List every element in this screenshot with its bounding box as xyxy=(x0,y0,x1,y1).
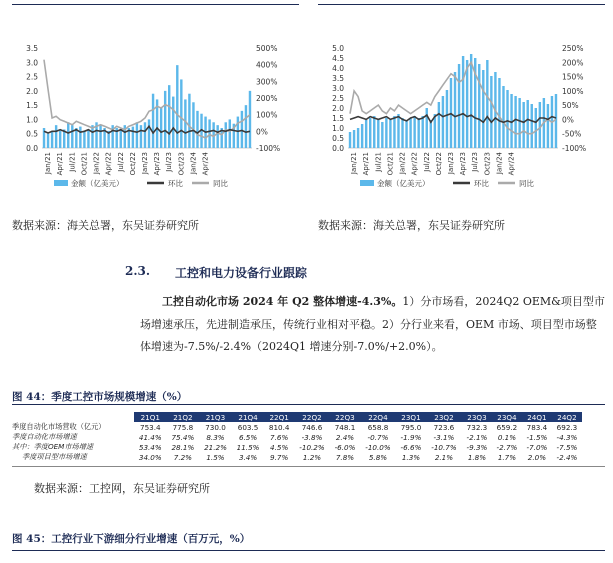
bar xyxy=(377,120,379,148)
x-tick-label: Jan/24 xyxy=(495,152,504,175)
bar xyxy=(208,119,210,148)
y-left-tick-label: 5.0 xyxy=(332,44,344,53)
bar xyxy=(422,116,424,148)
y-right-tick-label: 300% xyxy=(256,77,278,87)
paragraph xyxy=(140,291,605,359)
bar xyxy=(140,125,142,148)
y-right-tick-label: -50% xyxy=(562,129,582,139)
y-right-tick-label: 150% xyxy=(562,72,584,82)
bar xyxy=(514,96,516,148)
bar xyxy=(188,94,190,148)
y-left-tick-label: 4.5 xyxy=(332,54,344,63)
table-row xyxy=(12,422,582,432)
legend-label: 金额（亿美元） xyxy=(71,179,124,188)
table-row xyxy=(12,442,582,452)
table-cell: -3.8% xyxy=(301,432,323,442)
y-right-tick-label: -100% xyxy=(562,144,587,153)
left-chart-svg xyxy=(12,38,302,198)
source-note-right: 数据来源：海关总署，东吴证券研究所 xyxy=(318,219,505,232)
table-header-22Q1: 22Q1 xyxy=(264,412,294,422)
right-chart-svg xyxy=(318,38,608,198)
bar xyxy=(369,118,371,148)
bar xyxy=(454,72,456,148)
row-label: 季度自动化市场增速 xyxy=(12,432,77,441)
x-tick-label: Jul/22 xyxy=(422,152,431,172)
table-header-23Q4: 23Q4 xyxy=(492,412,522,422)
table-cell: 34.0% xyxy=(138,452,162,462)
table-header-22Q4: 22Q4 xyxy=(360,412,396,422)
y-right-tick-label: 0% xyxy=(562,115,574,125)
table-header-21Q2: 21Q2 xyxy=(167,412,200,422)
table-cell: 7.6% xyxy=(270,432,289,442)
table-cell: 1.5% xyxy=(206,452,225,462)
bar xyxy=(164,91,166,148)
x-tick-label: Jan/22 xyxy=(92,152,101,175)
table-cell: 1.2% xyxy=(302,452,322,462)
table-cell: 7.2% xyxy=(173,452,193,462)
bar xyxy=(99,125,101,148)
table-cell: 8.3% xyxy=(206,432,225,442)
table-cell: 0.1% xyxy=(497,432,517,442)
table-header-23Q2: 23Q2 xyxy=(426,412,462,422)
qoq-line xyxy=(350,114,556,123)
row-label: 其中：季度OEM市场增速 xyxy=(12,442,94,451)
source-note-table: 数据来源：工控网，东吴证券研究所 xyxy=(34,482,210,495)
figure-45-title: 图 45：工控行业下游细分行业增速（百万元，%） xyxy=(12,533,251,545)
qoq-line xyxy=(44,126,250,134)
bar xyxy=(413,116,415,148)
x-tick-label: Jul/22 xyxy=(116,152,125,172)
bar xyxy=(357,128,359,148)
bar xyxy=(498,78,500,148)
figure-44-title: 图 44：季度工控市场规模增速（%） xyxy=(12,391,188,403)
x-tick-label: Jan/23 xyxy=(446,152,455,175)
x-tick-label: Jan/22 xyxy=(398,152,407,175)
y-right-tick-label: -100% xyxy=(256,144,281,153)
bar xyxy=(87,129,89,148)
x-tick-label: Apr/22 xyxy=(104,152,113,176)
x-tick-label: Jul/21 xyxy=(68,152,77,172)
legend-label: 环比 xyxy=(168,179,183,188)
x-tick-label: Jan/24 xyxy=(189,152,198,175)
x-tick-label: Apr/23 xyxy=(153,152,162,176)
table-cell: 795.0 xyxy=(400,422,422,432)
y-right-tick-label: 200% xyxy=(562,58,584,68)
market-growth-table xyxy=(12,412,582,462)
bar xyxy=(442,96,444,148)
bar xyxy=(518,98,520,148)
table-cell: -2.7% xyxy=(496,442,518,452)
bar xyxy=(535,108,537,148)
x-tick-label: Oct/22 xyxy=(128,152,137,176)
bar xyxy=(417,118,419,148)
bar xyxy=(405,120,407,148)
table-cell: 28.1% xyxy=(171,442,195,452)
bar xyxy=(522,102,524,148)
x-tick-label: Oct/23 xyxy=(483,152,492,176)
bar xyxy=(466,60,468,148)
bar xyxy=(132,127,134,148)
y-left-tick-label: 3.0 xyxy=(26,58,38,68)
table-cell: 2.0% xyxy=(527,452,547,462)
source-note-left: 数据来源：海关总署，东吴证券研究所 xyxy=(12,219,199,232)
table-header-21Q1: 21Q1 xyxy=(134,412,167,422)
y-left-tick-label: 0.0 xyxy=(26,144,38,153)
bar xyxy=(229,119,231,148)
top-rule-left xyxy=(12,4,299,5)
bar xyxy=(490,76,492,148)
table-header-23Q1: 23Q1 xyxy=(396,412,426,422)
table-cell: -6.6% xyxy=(400,442,422,452)
y-right-tick-label: 0% xyxy=(256,127,268,137)
table-header-21Q4: 21Q4 xyxy=(232,412,265,422)
table-cell: -9.3% xyxy=(466,442,488,452)
table-cell: 692.3 xyxy=(556,422,578,432)
table-bottom-rule xyxy=(12,466,605,467)
table-cell: 53.4% xyxy=(138,442,162,452)
y-right-tick-label: 250% xyxy=(562,44,584,53)
bar xyxy=(397,114,399,148)
table-cell: -6.0% xyxy=(334,442,356,452)
table-cell: 603.5 xyxy=(237,422,259,432)
bar xyxy=(438,102,440,148)
y-left-tick-label: 0.5 xyxy=(26,129,38,139)
y-right-tick-label: 100% xyxy=(562,86,584,96)
bar xyxy=(555,94,557,148)
table-cell: 6.5% xyxy=(238,432,258,442)
table-cell: -1.9% xyxy=(400,432,422,442)
y-right-tick-label: 50% xyxy=(562,101,579,111)
bar xyxy=(144,122,146,148)
x-tick-label: Jan/21 xyxy=(44,152,53,175)
bar xyxy=(160,108,162,148)
x-tick-label: Oct/21 xyxy=(386,152,395,176)
bar xyxy=(502,86,504,148)
bar xyxy=(71,125,73,148)
bar xyxy=(393,116,395,148)
x-tick-label: Oct/23 xyxy=(177,152,186,176)
x-tick-label: Apr/23 xyxy=(459,152,468,176)
table-corner xyxy=(12,412,134,422)
bar xyxy=(458,64,460,148)
legend-label: 同比 xyxy=(213,179,228,188)
table-header-24Q1: 24Q1 xyxy=(522,412,552,422)
bar xyxy=(192,102,194,148)
bar xyxy=(120,129,122,148)
bar xyxy=(225,122,227,148)
legend-label: 金额（亿美元） xyxy=(377,179,430,188)
legend-swatch-bar xyxy=(54,180,68,186)
table-cell: 753.4 xyxy=(140,422,161,432)
table-cell: -10.2% xyxy=(299,442,325,452)
y-left-tick-label: 4.0 xyxy=(332,64,344,73)
bar xyxy=(506,90,508,148)
bar xyxy=(245,105,247,148)
table-cell: 658.8 xyxy=(367,422,389,432)
table-cell: 775.8 xyxy=(172,422,194,432)
table-cell: -4.3% xyxy=(556,432,578,442)
x-tick-label: Apr/22 xyxy=(410,152,419,176)
table-header-22Q3: 22Q3 xyxy=(330,412,360,422)
bar xyxy=(51,131,53,148)
bar xyxy=(237,117,239,148)
y-left-tick-label: 2.0 xyxy=(26,86,38,96)
section-number: 2.3. xyxy=(125,264,151,278)
right-chart xyxy=(318,38,608,198)
table-cell: 2.4% xyxy=(335,432,355,442)
bar xyxy=(426,108,428,148)
paragraph-lead: 工控自动化市场 2024 年 Q2 整体增速-4.3%。 xyxy=(162,295,403,308)
x-tick-label: Apr/21 xyxy=(56,152,65,176)
y-right-tick-label: 100% xyxy=(256,110,278,120)
y-right-tick-label: 400% xyxy=(256,60,278,70)
x-tick-label: Jul/21 xyxy=(374,152,383,172)
table-cell: 659.2 xyxy=(496,422,518,432)
row-label: 季度自动化市场营收（亿元） xyxy=(12,422,106,431)
bar xyxy=(539,102,541,148)
x-tick-label: Jan/21 xyxy=(350,152,359,175)
row-label: 季度项目型市场增速 xyxy=(22,452,87,461)
top-rule-right xyxy=(318,4,605,5)
table-cell: 1.8% xyxy=(467,452,487,462)
legend-label: 同比 xyxy=(519,179,534,188)
bar xyxy=(389,120,391,148)
table-cell: -10.7% xyxy=(431,442,457,452)
bar xyxy=(478,64,480,148)
table-cell: 41.4% xyxy=(138,432,162,442)
table-cell: 1.7% xyxy=(497,452,517,462)
y-left-tick-label: 3.5 xyxy=(26,44,38,53)
bar xyxy=(136,122,138,148)
table-cell: 5.8% xyxy=(368,452,388,462)
bar xyxy=(486,60,488,148)
x-tick-label: Jan/23 xyxy=(140,152,149,175)
y-left-tick-label: 2.5 xyxy=(332,94,344,103)
bar xyxy=(430,120,432,148)
yoy-line xyxy=(350,62,556,133)
bar xyxy=(249,91,251,148)
y-left-tick-label: 2.0 xyxy=(332,104,344,113)
table-cell: 2.1% xyxy=(434,452,454,462)
y-left-tick-label: 1.5 xyxy=(26,101,38,111)
bar xyxy=(361,124,363,148)
y-right-tick-label: 200% xyxy=(256,94,278,103)
table-cell: 810.4 xyxy=(268,422,290,432)
y-left-tick-label: 3.0 xyxy=(332,84,344,93)
bar xyxy=(216,125,218,148)
table-cell: 783.4 xyxy=(526,422,548,432)
figure-45-rule xyxy=(12,550,605,551)
table-cell: 9.7% xyxy=(270,452,289,462)
table-cell: 1.3% xyxy=(401,452,421,462)
y-left-tick-label: 0.5 xyxy=(332,134,344,143)
bar xyxy=(385,118,387,148)
table-cell: 11.5% xyxy=(236,442,260,452)
table-cell: 3.4% xyxy=(238,452,258,462)
bar xyxy=(67,122,69,148)
y-left-tick-label: 1.5 xyxy=(332,114,344,123)
bar xyxy=(79,127,81,148)
bar xyxy=(527,100,529,148)
bar xyxy=(446,90,448,148)
legend-swatch-bar xyxy=(360,180,374,186)
table-cell: -7.0% xyxy=(526,442,548,452)
table-cell: 21.2% xyxy=(204,442,227,452)
bar xyxy=(172,97,174,148)
bar xyxy=(168,85,170,148)
y-left-tick-label: 2.5 xyxy=(26,72,38,82)
bar xyxy=(148,119,150,148)
bar xyxy=(83,131,85,148)
y-left-tick-label: 3.5 xyxy=(332,74,344,83)
bar xyxy=(373,116,375,148)
bar xyxy=(470,54,472,148)
x-tick-label: Oct/22 xyxy=(434,152,443,176)
y-left-tick-label: 1.0 xyxy=(26,115,38,125)
bar xyxy=(59,131,61,148)
table-row xyxy=(12,432,582,442)
table-cell: 748.1 xyxy=(334,422,356,432)
legend-label: 环比 xyxy=(474,179,489,188)
table-cell: 746.6 xyxy=(301,422,323,432)
bar xyxy=(409,118,411,148)
table-cell: -2.4% xyxy=(556,452,578,462)
table-cell: 732.3 xyxy=(466,422,488,432)
bar xyxy=(401,118,403,148)
bar xyxy=(152,94,154,148)
table-cell: -7.5% xyxy=(556,442,578,452)
table-cell: -3.1% xyxy=(433,432,455,442)
paragraph-text: 1）分市场看，2024Q2 OEM&项目型市场增速承压，先进制造承压，传统行业相对平稳。2）分行业来看，OEM 市场、项目型市场整体增速为-7.5%/-2.4%（2024Q1 增速分别-7.0%/+2.0%）。 xyxy=(140,295,605,353)
x-tick-label: Jul/23 xyxy=(165,152,174,172)
x-tick-label: Jul/23 xyxy=(471,152,480,172)
bar xyxy=(241,111,243,148)
y-right-tick-label: 500% xyxy=(256,44,278,53)
table-cell: 723.6 xyxy=(433,422,455,432)
section-title: 工控和电力设备行业跟踪 xyxy=(175,266,308,280)
x-tick-label: Apr/21 xyxy=(362,152,371,176)
table-header-21Q3: 21Q3 xyxy=(199,412,232,422)
table-cell: -0.7% xyxy=(367,432,389,442)
x-tick-label: Apr/24 xyxy=(507,152,516,176)
bar xyxy=(349,132,351,148)
bar xyxy=(547,104,549,148)
table-cell: -10.0% xyxy=(365,442,391,452)
bar xyxy=(184,99,186,148)
y-left-tick-label: 0.0 xyxy=(332,144,344,153)
bar xyxy=(196,111,198,148)
x-tick-label: Oct/21 xyxy=(80,152,89,176)
table-header-24Q2: 24Q2 xyxy=(552,412,582,422)
table-header-row xyxy=(12,412,582,422)
table-header-23Q3: 23Q3 xyxy=(462,412,492,422)
figure-44-rule xyxy=(12,404,605,405)
table-row xyxy=(12,452,582,462)
table-cell: -2.1% xyxy=(466,432,488,442)
y-left-tick-label: 1.0 xyxy=(332,124,344,133)
bar xyxy=(176,65,178,148)
table-header-22Q2: 22Q2 xyxy=(294,412,330,422)
bar xyxy=(381,122,383,148)
bar xyxy=(531,104,533,148)
left-chart xyxy=(12,38,302,198)
table-cell: 730.0 xyxy=(205,422,226,432)
bar xyxy=(462,56,464,148)
yoy-line xyxy=(44,60,250,138)
bar xyxy=(365,120,367,148)
table-cell: 75.4% xyxy=(171,432,195,442)
table-cell: -1.5% xyxy=(526,432,548,442)
table-cell: 7.8% xyxy=(335,452,355,462)
bar xyxy=(353,130,355,148)
bar xyxy=(482,70,484,148)
table-cell: 4.5% xyxy=(270,442,289,452)
bar xyxy=(180,79,182,148)
x-tick-label: Apr/24 xyxy=(201,152,210,176)
bar xyxy=(47,134,49,148)
bar xyxy=(55,125,57,148)
